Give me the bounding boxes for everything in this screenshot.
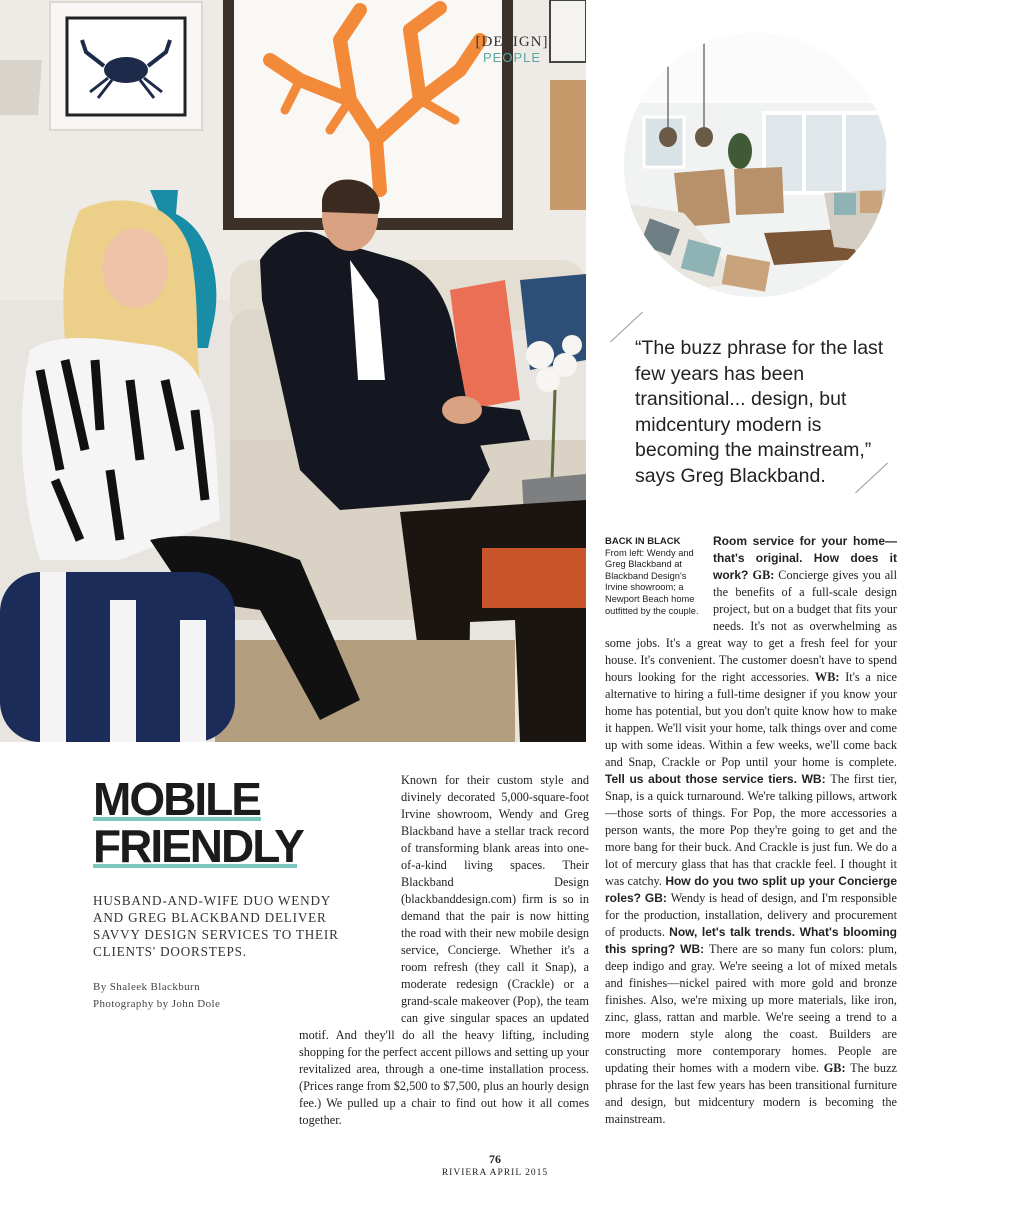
headline-line-2-text: FRIENDLY [93, 820, 303, 872]
author-credit: By Shaleek Blackburn [93, 981, 200, 993]
circle-photo [624, 33, 888, 297]
pull-quote: “The buzz phrase for the last few years has been transitional... design, but midcentury modern is becoming the mainstream,” says Greg Blackband. [635, 337, 884, 487]
caption-title: BACK IN BLACK [605, 536, 681, 547]
section-tag [0, 34, 1024, 65]
page-number: 76 [489, 1152, 501, 1166]
answer-4b: The buzz phrase for the last few years has been transitional furniture and design, but midcentury modern is becoming the mainstream. [605, 1061, 897, 1126]
answer-2: The first tier, Snap, is a quick turnaround. We're talking pillows, artwork—those sorts of things. For Pop, the more accessories a person wants, the more Pop they're going to get and the more bang for their buck. And Crackle is just fun. We do a lot of mercury glass that has that crackle feel. I thought it was catchy. [605, 772, 897, 888]
photo-credit: Photography by John Dole [93, 998, 221, 1010]
answer-4b-speaker: GB: [823, 1061, 851, 1075]
answer-2-speaker: WB: [801, 772, 831, 786]
caption-text: From left: Wendy and Greg Blackband at Blackband Design's Irvine showroom; a Newport Beach home outfitted by the couple. [605, 547, 699, 616]
headline-line-2 [93, 820, 303, 872]
question-2: Tell us about those service tiers. [605, 772, 802, 786]
answer-3: Wendy is head of design, and I'm responsible for the production, installation, delivery and procurement of products. [605, 891, 897, 939]
question-4: Now, let's talk trends. What's blooming this spring? [605, 925, 897, 956]
answer-1b: It's a nice alternative to hiring a full-time designer if you know your home has potential, but you don't quite know how to make it happen. We'll visit your home, talk things over and come up with some ideas. Within a few weeks, we'll come back and Snap, Crackle or Pop until your home is complete. [605, 670, 898, 769]
intro-text: Known for their custom style and divinely decorated 5,000-square-foot Irvine showroom, Wendy and Greg Blackband have a stellar track record of transforming blank areas into one-of-a-kind living spaces. Their Blackband Design (blackbanddesign.com) firm is so in demand that the pair is now hitting the road with their new mobile design service, Concierge. Whether it's a room refresh (they call it Snap), a moderate redesign (Crackle) or a grand-scale makeover (Pop), the team can give singular spaces an updated motif. And they'll do all the heavy lifting, including shopping for the perfect accent pillows and setting up your revitalized area, through a one-time installation process. (Prices range from $2,500 to $7,500, plus an hourly design fee.) We pulled up a chair to find out how it all comes together. [299, 773, 589, 1127]
headline-spacer [299, 772, 401, 1027]
question-3: How do you two split up your Concierge roles? [605, 874, 897, 905]
hero-illustration [0, 0, 586, 742]
question-1: Room service for your home—that's original. How does it work? [713, 534, 897, 582]
qa-column [605, 533, 897, 1128]
headline-line-1 [93, 773, 303, 825]
striped-chair [0, 572, 235, 742]
answer-1-speaker: GB: [752, 568, 779, 582]
caption-spacer [605, 533, 713, 627]
answer-4: There are so many fun colors: plum, deep indigo and gray. We're seeing a lot of mixed metals and finishes—nickel paired with more gold and bronze finishes. Also, we're mixing up more materials, like iron, zinc, glass, rattan and marble. We're seeing a trend to a more modern style along the coast. Builders are constructing more contemporary homes. People are updating their homes with a modern vibe. [605, 942, 898, 1075]
answer-4-speaker: WB: [680, 942, 710, 956]
dek: HUSBAND-AND-WIFE DUO WENDY AND GREG BLACKBAND DELIVER SAVVY DESIGN SERVICES TO THEIR CLIENTS' DOORSTEPS. [93, 893, 339, 959]
answer-1: Concierge gives you all the benefits of a full-scale design project, but on a budget that fits your needs. It's not as overwhelming as some jobs. It's a great way to get a fresh feel for your house. It's convenient. The customer doesn't have to spend hours looking for the right accessories. [605, 568, 898, 684]
intro-column [299, 772, 589, 1129]
headline-line-1-text: MOBILE [93, 773, 260, 825]
section-kicker: [DESIGN] [475, 34, 549, 50]
answer-3-speaker: GB: [644, 891, 671, 905]
section-sub: PEOPLE [482, 49, 542, 65]
folio [0, 1152, 990, 1180]
headline [93, 773, 303, 872]
publication-date: RIVIERA APRIL 2015 [441, 1168, 549, 1178]
answer-1b-speaker: WB: [814, 670, 846, 684]
hero-photo [0, 0, 586, 742]
circle-illustration [624, 33, 888, 297]
